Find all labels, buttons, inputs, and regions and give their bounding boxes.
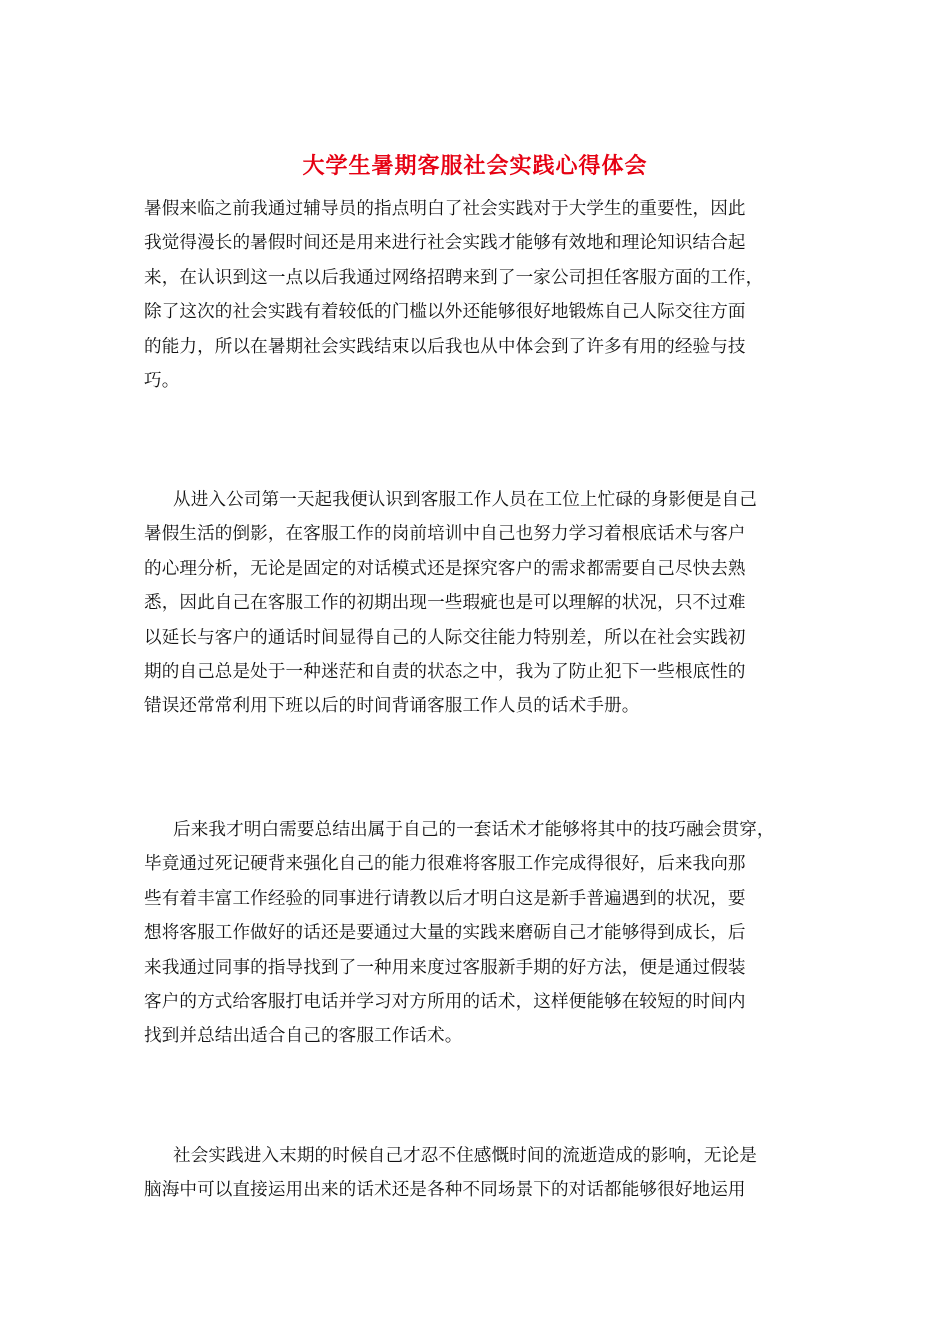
paragraph-3	[144, 813, 814, 1054]
paragraph-line: 暑假来临之前我通过辅导员的指点明白了社会实践对于大学生的重要性，因此	[144, 199, 746, 219]
paragraph-line: 期的自己总是处于一种迷茫和自责的状态之中，我为了防止犯下一些根底性的	[144, 661, 746, 682]
paragraph-line: 社会实践进入末期的时候自己才忍不住感慨时间的流逝造成的影响，无论是	[173, 1146, 757, 1166]
paragraph-1	[144, 192, 814, 398]
paragraph-line: 脑海中可以直接运用出来的话术还是各种不同场景下的对话都能够很好地运用	[144, 1180, 746, 1201]
paragraph-line: 来，在认识到这一点以后我通过网络招聘来到了一家公司担任客服方面的工作，	[144, 267, 764, 288]
paragraph-line: 些有着丰富工作经验的同事进行请教以后才明白这是新手普遍遇到的状况，要	[144, 888, 746, 909]
paragraph-4	[144, 1139, 814, 1208]
paragraph-line: 的能力，所以在暑期社会实践结束以后我也从中体会到了许多有用的经验与技	[144, 336, 746, 357]
paragraph-line: 来我通过同事的指导找到了一种用来度过客服新手期的好方法，便是通过假装	[144, 957, 746, 978]
paragraph-2	[144, 483, 814, 724]
paragraph-line: 巧。	[144, 370, 180, 391]
paragraph-line: 暑假生活的倒影，在客服工作的岗前培训中自己也努力学习着根底话术与客户	[144, 524, 746, 545]
document-title: 大学生暑期客服社会实践心得体会	[302, 154, 648, 179]
paragraph-line: 从进入公司第一天起我便认识到客服工作人员在工位上忙碌的身影便是自己	[173, 490, 757, 510]
paragraph-line: 悉，因此自己在客服工作的初期出现一些瑕疵也是可以理解的状况，只不过难	[144, 593, 746, 614]
paragraph-line: 客户的方式给客服打电话并学习对方所用的话术，这样便能够在较短的时间内	[144, 991, 746, 1012]
paragraph-line: 毕竟通过死记硬背来强化自己的能力很难将客服工作完成得很好，后来我向那	[144, 854, 746, 875]
paragraph-line: 我觉得漫长的暑假时间还是用来进行社会实践才能够有效地和理论知识结合起	[144, 233, 746, 254]
paragraph-line: 找到并总结出适合自己的客服工作话术。	[144, 1026, 463, 1047]
paragraph-line: 除了这次的社会实践有着较低的门槛以外还能够很好地锻炼自己人际交往方面	[144, 302, 746, 323]
paragraph-line: 错误还常常利用下班以后的时间背诵客服工作人员的话术手册。	[144, 696, 640, 717]
paragraph-line: 以延长与客户的通话时间显得自己的人际交往能力特别差，所以在社会实践初	[144, 627, 746, 648]
paragraph-line: 想将客服工作做好的话还是要通过大量的实践来磨砺自己才能够得到成长，后	[144, 923, 746, 944]
paragraph-line: 的心理分析，无论是固定的对话模式还是探究客户的需求都需要自己尽快去熟	[144, 558, 746, 579]
paragraph-line: 后来我才明白需要总结出属于自己的一套话术才能够将其中的技巧融会贯穿，	[173, 820, 775, 840]
